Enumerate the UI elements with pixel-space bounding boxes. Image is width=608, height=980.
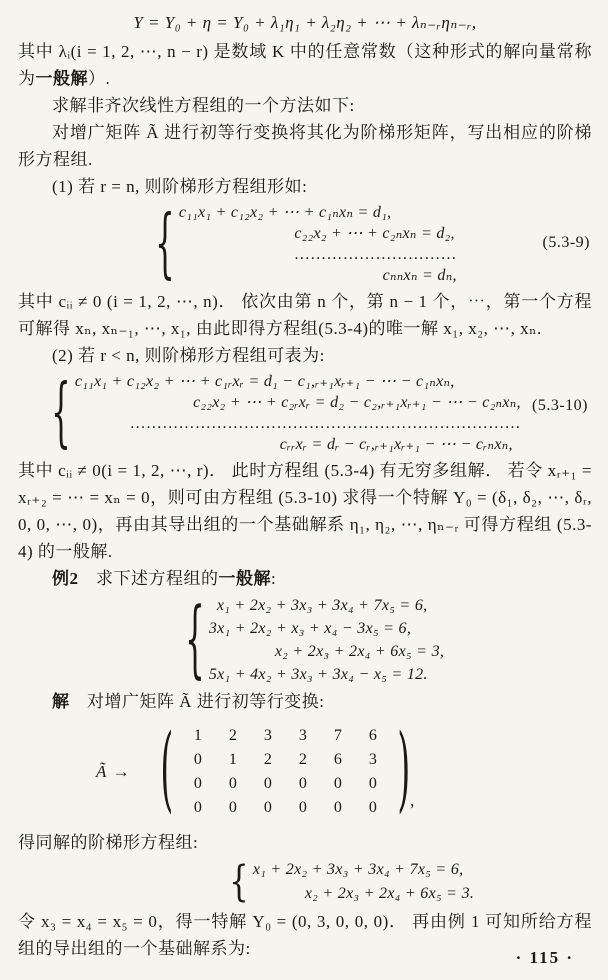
matrix-cell: 0: [263, 775, 272, 792]
matrix-cell: 2: [298, 751, 307, 768]
example-intro-text: :: [271, 569, 277, 588]
paragraph-case1-explanation: 其中 cᵢᵢ ≠ 0 (i = 1, 2, ⋯, n)． 依次由第 n 个，第 n − 1 个，⋯，第一个方程可解得 xₙ, xₙ₋₁, ⋯, x₁, 由此即得方程组(5.3-4)的唯一解 x₁, x₂, ⋯, xₙ.: [18, 292, 592, 338]
solution-line: [18, 688, 592, 715]
equation-system-5-3-10: [51, 367, 588, 457]
example-tag: 例2: [52, 569, 79, 588]
paragraph-text: ）.: [88, 69, 111, 88]
equation-line: x₁ + 2x₂ + 3x₃ + 3x₄ + 7x₅ = 6,: [252, 861, 464, 878]
reduced-equation-system: [230, 858, 592, 906]
equation-label-5-3-10: (5.3-10): [532, 397, 588, 414]
left-brace-icon: {: [155, 198, 175, 288]
bold-term-general-solution: 一般解: [218, 569, 271, 588]
solution-tag: 解: [52, 692, 70, 711]
example2-heading: [18, 565, 592, 592]
bold-term-general-solution: 一般解: [35, 69, 88, 88]
page-number: · 115 ·: [515, 948, 574, 967]
augmented-matrix-block: [96, 716, 592, 825]
left-brace-icon: {: [51, 367, 71, 457]
equation-line: c₂₂x₂ + ⋯ + c₂ᵣxᵣ = d₂ − c₂,ᵣ₊₁xᵣ₊₁ − ⋯ − c₂ₙxₙ,: [193, 394, 521, 411]
matrix-cell: 0: [263, 799, 272, 816]
matrix-cell: 0: [368, 799, 377, 816]
left-brace-icon: {: [185, 589, 205, 688]
ellipsis-line: ………………………………………………………………: [129, 415, 521, 432]
equation-line: c₁₁x₁ + c₁₂x₂ + ⋯ + c₁ₙxₙ = d₁,: [178, 204, 392, 221]
matrix-cell: 0: [298, 799, 307, 816]
matrix-cell: 3: [298, 727, 307, 744]
right-paren-icon: ): [397, 716, 411, 825]
matrix-cell: 2: [228, 727, 237, 744]
matrix-cell: 7: [333, 727, 342, 744]
matrix-cell: 6: [368, 727, 377, 744]
equation-line: c₂₂x₂ + ⋯ + c₂ₙxₙ = d₂,: [294, 225, 455, 242]
matrix-cell: 1: [228, 751, 237, 768]
matrix-cell: 0: [333, 775, 342, 792]
equation-line: c₁₁x₁ + c₁₂x₂ + ⋯ + c₁ᵣxᵣ = d₁ − c₁,ᵣ₊₁xᵣ₊₁ − ⋯ − c₁ₙxₙ,: [74, 373, 455, 390]
matrix-cell: 0: [228, 799, 237, 816]
ellipsis-line: …………………………: [293, 246, 457, 263]
example-intro-text: 求下述方程组的: [78, 569, 219, 588]
matrix-cell: 1: [193, 727, 202, 744]
matrix-cell: 3: [368, 751, 377, 768]
matrix-comma: ,: [410, 791, 415, 810]
matrix-cell: 0: [228, 775, 237, 792]
matrix-cell: 0: [193, 775, 202, 792]
paragraph-text: 其中 λᵢ(i = 1, 2, ⋯, n − r) 是数域 K 中的任意常数（这种形式的解向量常称为: [18, 42, 592, 88]
equation-line: x₁ + 2x₂ + 3x₃ + 3x₄ + 7x₅ = 6,: [216, 597, 428, 614]
left-brace-icon: {: [229, 856, 249, 906]
example2-equation-system: [185, 589, 592, 688]
equation-label-5-3-9: (5.3-9): [542, 234, 590, 251]
equation-system-5-3-9: [155, 198, 592, 288]
paragraph-lambda-constants: [18, 38, 592, 92]
matrix-cell: 6: [333, 751, 342, 768]
matrix-cell: 0: [298, 775, 307, 792]
steps-intro: 得同解的阶梯形方程组:: [18, 833, 199, 852]
case1-intro: (1) 若 r = n, 则阶梯形方程组形如:: [52, 177, 308, 196]
conclusion-paragraph: 令 x₃ = x₄ = x₅ = 0，得一特解 Y₀ = (0, 3, 0, 0, 0)． 再由例 1 可知所给方程组的导出组的一个基础解系为:: [18, 912, 592, 958]
left-paren-icon: (: [160, 716, 173, 825]
equation-line: 5x₁ + 4x₂ + 3x₃ + 3x₄ − x₅ = 12.: [208, 666, 428, 683]
paragraph-method-intro: 求解非齐次线性方程组的一个方法如下:: [52, 96, 355, 115]
equation-line: cᵣᵣxᵣ = dᵣ − cᵣ,ᵣ₊₁xᵣ₊₁ − ⋯ − cᵣₙxₙ,: [279, 436, 513, 453]
matrix-cell: 0: [333, 799, 342, 816]
equation-line: x₂ + 2x₃ + 2x₄ + 6x₅ = 3.: [304, 885, 475, 902]
equation-line: 3x₁ + 2x₂ + x₃ + x₄ − 3x₅ = 6,: [208, 620, 412, 637]
equation-line: x₂ + 2x₃ + 2x₄ + 6x₅ = 3,: [274, 643, 445, 660]
matrix-cell: 0: [368, 775, 377, 792]
matrix-grid: [180, 724, 390, 820]
matrix-cell: 0: [193, 799, 202, 816]
matrix-lhs: Ã →: [96, 762, 131, 781]
matrix-cell: 2: [263, 751, 272, 768]
solution-text: 对增广矩阵 Ã 进行初等行变换:: [69, 692, 325, 711]
equation-line: cₙₙxₙ = dₙ,: [382, 267, 457, 284]
general-solution-formula: Y = Y₀ + η = Y₀ + λ₁η₁ + λ₂η₂ + ⋯ + λₙ₋ᵣηₙ₋ᵣ,: [133, 13, 477, 32]
matrix-cell: 3: [263, 727, 272, 744]
case2-intro: (2) 若 r < n, 则阶梯形方程组可表为:: [52, 346, 325, 365]
paragraph-augmented-matrix: 对增广矩阵 Ã 进行初等行变换将其化为阶梯形矩阵，写出相应的阶梯形方程组.: [18, 123, 592, 169]
matrix-cell: 0: [193, 751, 202, 768]
paragraph-case2-explanation: 其中 cᵢᵢ ≠ 0(i = 1, 2, ⋯, r)． 此时方程组 (5.3-4) 有无穷多组解． 若令 xᵣ₊₁ = xᵣ₊₂ = ⋯ = xₙ = 0，则可由方程组 (5.3-10) 求得一个特解 Y₀ = (δ₁, δ₂, ⋯, δᵣ, 0, 0, ⋯, 0)，再由其导出组的一个基础解系 η₁, η₂, ⋯, ηₙ₋ᵣ 可得方程组 (5.3-4) 的一般解.: [18, 461, 592, 561]
